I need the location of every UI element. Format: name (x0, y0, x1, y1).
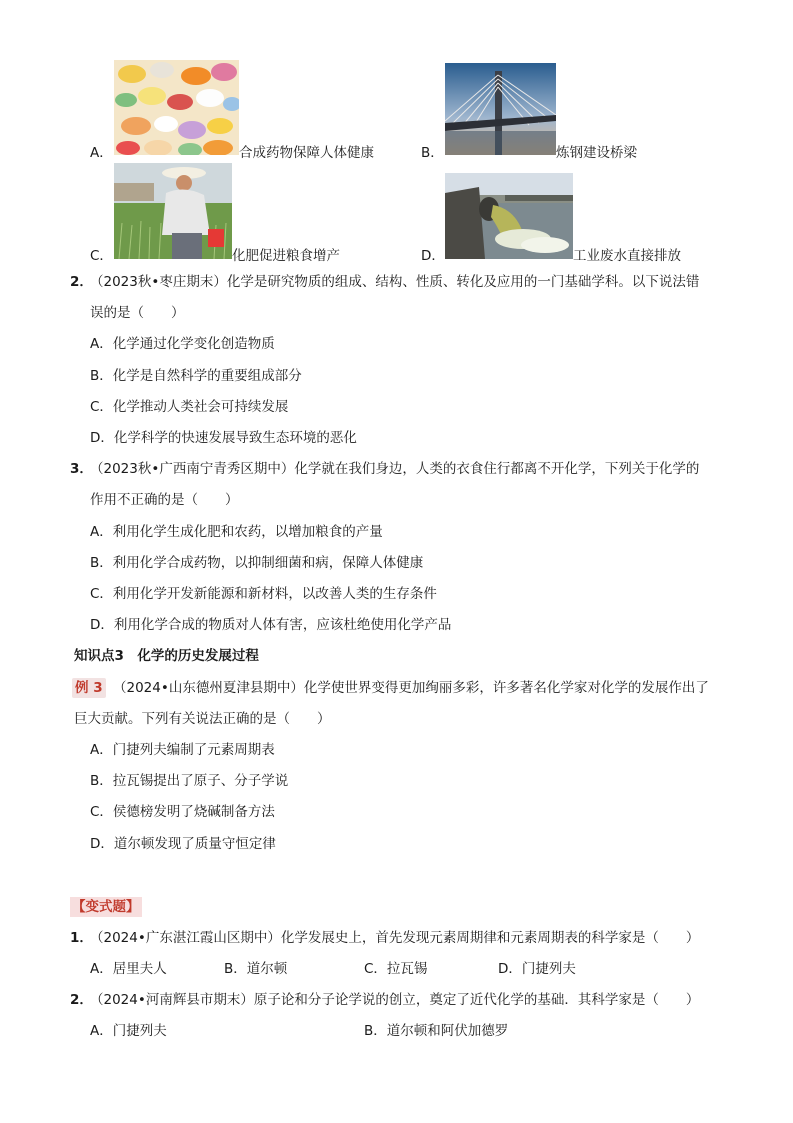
question-2-option-b: B．化学是自然科学的重要组成部分 (90, 368, 302, 384)
variant-q2-option-a: A．门捷列夫 (90, 1023, 167, 1039)
option-b-caption: 炼钢建设桥梁 (556, 145, 637, 161)
variant-q1-option-c: C．拉瓦锡 (364, 961, 428, 977)
variant-q1-stem: （2024•广东湛江霞山区期中）化学发展史上，首先发现元素周期律和元素周期表的科学家是（ ） (90, 930, 700, 946)
farmer-fertilizer-image (114, 163, 232, 259)
option-c-caption: 化肥促进粮食增产 (232, 248, 340, 264)
example-stem-line1: （2024•山东德州夏津县期中）化学使世界变得更加绚丽多彩，许多著名化学家对化学的发展作出了 (113, 680, 709, 696)
variant-q1-option-b: B．道尔顿 (224, 961, 288, 977)
section-heading: 知识点3 化学的历史发展过程 (74, 648, 259, 664)
option-a-letter: A． (90, 145, 113, 161)
question-3-option-a: A．利用化学生成化肥和农药，以增加粮食的产量 (90, 524, 383, 540)
question-3-option-d: D．利用化学合成的物质对人体有害，应该杜绝使用化学产品 (90, 617, 452, 633)
question-3-option-b: B．利用化学合成药物，以抑制细菌和病，保障人体健康 (90, 555, 424, 571)
example-tag: 例 3 (72, 678, 106, 698)
question-2-stem-line2: 误的是（ ） (90, 305, 185, 321)
question-2-number: 2． (70, 274, 93, 290)
question-2-option-a: A．化学通过化学变化创造物质 (90, 336, 275, 352)
example-option-c: C．侯德榜发明了烧碱制备方法 (90, 804, 275, 820)
variant-q1-number: 1． (70, 930, 93, 946)
variant-q2-stem: （2024•河南辉县市期末）原子论和分子论学说的创立，奠定了近代化学的基础．其科学家是（ ） (90, 992, 700, 1008)
wastewater-discharge-image (445, 173, 573, 259)
question-3-option-c: C．利用化学开发新能源和新材料，以改善人类的生存条件 (90, 586, 437, 602)
medicine-pills-image (114, 60, 239, 155)
variant-q1-option-a: A．居里夫人 (90, 961, 167, 977)
question-2-stem-line1: （2023秋•枣庄期末）化学是研究物质的组成、结构、性质、转化及应用的一门基础学科。以下说法错 (90, 274, 700, 290)
bridge-image (445, 63, 556, 155)
example-option-b: B．拉瓦锡提出了原子、分子学说 (90, 773, 289, 789)
variant-q2-option-b: B．道尔顿和阿伏加德罗 (364, 1023, 509, 1039)
variant-q2-number: 2． (70, 992, 93, 1008)
option-b-letter: B． (421, 145, 444, 161)
variant-q1-option-d: D．门捷列夫 (498, 961, 576, 977)
question-3-number: 3． (70, 461, 93, 477)
variant-tag: 【变式题】 (72, 899, 140, 915)
question-3-stem-line2: 作用不正确的是（ ） (90, 492, 239, 508)
question-2-option-c: C．化学推动人类社会可持续发展 (90, 399, 289, 415)
question-3-stem-line1: （2023秋•广西南宁青秀区期中）化学就在我们身边，人类的衣食住行都离不开化学，下列关于化学的 (90, 461, 700, 477)
option-d-letter: D． (421, 248, 445, 264)
option-d-caption: 工业废水直接排放 (573, 248, 681, 264)
example-stem-line2: 巨大贡献。下列有关说法正确的是（ ） (74, 711, 331, 727)
option-c-letter: C． (90, 248, 113, 264)
question-2-option-d: D．化学科学的快速发展导致生态环境的恶化 (90, 430, 357, 446)
option-a-caption: 合成药物保障人体健康 (239, 145, 374, 161)
example-option-a: A．门捷列夫编制了元素周期表 (90, 742, 275, 758)
example-option-d: D．道尔顿发现了质量守恒定律 (90, 836, 276, 852)
